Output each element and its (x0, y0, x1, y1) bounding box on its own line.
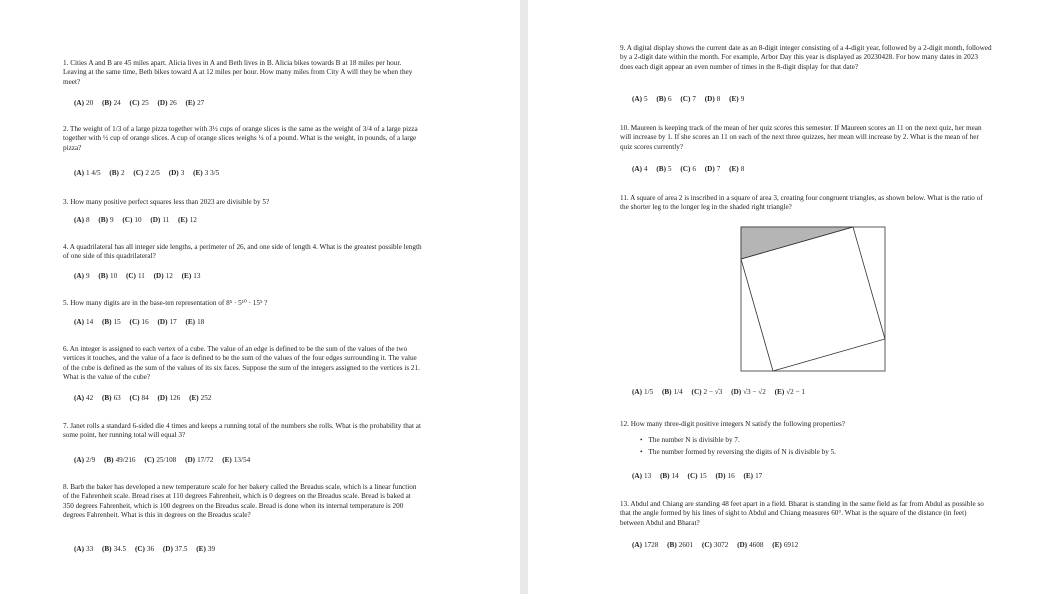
squares-figure (740, 226, 886, 372)
question-8 (63, 483, 423, 521)
question-stem: 5. How many digits are in the base-ten representation of 8⁵ · 5¹⁰ · 15⁵ ? (63, 299, 268, 307)
question-stem: 3. How many positive perfect squares less than 2023 are divisible by 5? (63, 198, 270, 206)
choice[interactable]: (E) √2 − 1 (774, 388, 805, 396)
answer-choices (74, 99, 211, 107)
question-2 (63, 125, 423, 153)
choice[interactable]: (C) 25/108 (144, 456, 177, 464)
choice[interactable]: (D) 17/72 (185, 456, 214, 464)
choice[interactable]: (B) 34.5 (101, 545, 127, 553)
choice[interactable]: (A) 1/5 (632, 388, 654, 396)
question-10 (620, 124, 992, 152)
choice[interactable]: (B) 63 (101, 394, 121, 402)
question-5 (63, 299, 423, 308)
choice[interactable]: (B) 49/216 (103, 456, 136, 464)
choice[interactable]: (C) 15 (687, 472, 707, 480)
question-3 (63, 198, 423, 207)
choice[interactable]: (B) 2601 (667, 541, 694, 549)
choice[interactable]: (A) 13 (632, 472, 652, 480)
choice[interactable]: (A) 9 (74, 272, 90, 280)
choice[interactable]: (C) 10 (122, 216, 142, 224)
choice[interactable]: (D) 126 (157, 394, 181, 402)
answer-choices (632, 541, 805, 549)
choice[interactable]: (C) 2 − √3 (691, 388, 723, 396)
choice[interactable]: (B) 24 (101, 99, 121, 107)
choice[interactable]: (A) 5 (632, 95, 648, 103)
choice[interactable]: (E) 18 (185, 318, 205, 326)
answer-choices (74, 318, 211, 326)
question-12 (620, 420, 992, 429)
answer-choices (74, 169, 226, 177)
choice[interactable]: (A) 33 (74, 545, 94, 553)
answer-choices (74, 545, 222, 553)
choice[interactable]: (D) 12 (153, 272, 173, 280)
choice[interactable]: (E) 13/54 (222, 456, 251, 464)
answer-choices (632, 165, 751, 173)
question-7 (63, 422, 423, 441)
choice[interactable]: (B) 6 (656, 95, 672, 103)
choice[interactable]: (C) 6 (680, 165, 696, 173)
choice[interactable]: (E) 17 (743, 472, 763, 480)
choice[interactable]: (B) 5 (656, 165, 672, 173)
choice[interactable]: (B) 1/4 (661, 388, 683, 396)
choice[interactable]: (C) 2 2/5 (133, 169, 160, 177)
question-stem: 13. Abdul and Chiang are standing 48 feet apart in a field. Bharat is standing in the same field as far from Abdul as possible so that the angle formed by his lines of sight to Abdul and Chiang measures 60°. What is the square of the distance (in feet) between Abdul and Bharat? (620, 500, 984, 527)
question-stem: 6. An integer is assigned to each vertex of a cube. The value of an edge is defined to be the sum of the values of the two vertices it touches, and the value of a face is defined to be the sum of the values of the four edges surrounding it. The value of the cube is defined as the sum of the values of its six faces. Suppose the sum of the integers assigned to the vertices is 21. What is the value of the cube? (63, 345, 420, 382)
choice[interactable]: (D) 16 (715, 472, 735, 480)
question-9 (620, 44, 992, 72)
list-item: • The number formed by reversing the digits of N is divisible by 5. (640, 446, 836, 458)
choice[interactable]: (B) 15 (101, 318, 121, 326)
question-stem: 11. A square of area 2 is inscribed in a square of area 3, creating four congruent triangles, as shown below. What is the ratio of the shorter leg to the longer leg in the shaded right triangle? (620, 194, 983, 212)
choice[interactable]: (B) 14 (659, 472, 679, 480)
choice[interactable]: (C) 11 (125, 272, 145, 280)
choice[interactable]: (E) 13 (181, 272, 201, 280)
choice[interactable]: (D) 37.5 (162, 545, 188, 553)
conditions-list (640, 434, 836, 458)
right-page (528, 0, 1062, 594)
choice[interactable]: (D) √3 − √2 (731, 388, 766, 396)
choice[interactable]: (A) 2/9 (74, 456, 96, 464)
answer-choices (74, 216, 204, 224)
answer-choices (632, 95, 751, 103)
choice[interactable]: (A) 1 4/5 (74, 169, 101, 177)
choice[interactable]: (E) 6912 (772, 541, 799, 549)
choice[interactable]: (A) 8 (74, 216, 90, 224)
choice[interactable]: (D) 7 (704, 165, 721, 173)
choice[interactable]: (B) 2 (109, 169, 125, 177)
question-13 (620, 500, 992, 528)
choice[interactable]: (E) 3 3/5 (193, 169, 220, 177)
question-stem: 1. Cities A and B are 45 miles apart. Alicia lives in A and Beth lives in B. Alicia bikes towards B at 18 miles per hour. Leaving at the same time, Beth bikes toward A at 12 miles per hour. How many miles from City A will they be when they meet? (63, 59, 413, 86)
choice[interactable]: (A) 1728 (632, 541, 659, 549)
question-stem: 10. Maureen is keeping track of the mean of her quiz scores this semester. If Maureen scores an 11 on the next quiz, her mean will increase by 1. If she scores an 11 on each of the next three quizzes, her mean will increase by 2. What is the mean of her quiz scores currently? (620, 124, 982, 151)
choice[interactable]: (D) 4608 (737, 541, 764, 549)
question-stem: 7. Janet rolls a standard 6-sided die 4 times and keeps a running total of the numbers she rolls. What is the probability that at some point, her running total will equal 3? (63, 422, 421, 440)
question-stem: 8. Barb the baker has developed a new temperature scale for her bakery called the Breadus scale, which is a linear function of the Fahrenheit scale. Bread rises at 110 degrees Fahrenheit, which is 0 degrees on the Breadus scale. Bread is baked at 350 degrees Fahrenheit, which is 100 degrees on the Breadus scale. Bread is done when its internal temperature is 200 degrees Fahrenheit. What is this in degrees on the Breadus scale? (63, 483, 417, 520)
answer-choices (74, 456, 257, 464)
question-stem: 4. A quadrilateral has all integer side lengths, a perimeter of 26, and one side of length 4. What is the greatest possible length of one side of this quadrilateral? (63, 243, 422, 261)
question-6 (63, 345, 423, 383)
answer-choices (632, 388, 812, 396)
answer-choices (632, 472, 769, 480)
left-page (0, 0, 520, 594)
choice[interactable]: (D) 8 (704, 95, 721, 103)
choice[interactable]: (C) 25 (129, 99, 149, 107)
answer-choices (74, 272, 207, 280)
question-11 (620, 194, 992, 213)
choice[interactable]: (C) 36 (134, 545, 155, 553)
choice[interactable]: (A) 14 (74, 318, 94, 326)
question-4 (63, 243, 423, 262)
choice[interactable]: (E) 8 (729, 165, 745, 173)
choice[interactable]: (C) 84 (129, 394, 149, 402)
choice[interactable]: (E) 12 (178, 216, 197, 224)
choice[interactable]: (D) 17 (157, 318, 177, 326)
choice[interactable]: (C) 3072 (701, 541, 729, 549)
choice[interactable]: (D) 26 (157, 99, 177, 107)
choice[interactable]: (D) 3 (168, 169, 185, 177)
list-item: • The number N is divisible by 7. (640, 434, 836, 446)
answer-choices (74, 394, 218, 402)
choice[interactable]: (B) 10 (98, 272, 118, 280)
choice[interactable]: (E) 39 (196, 545, 216, 553)
choice[interactable]: (D) 11 (150, 216, 170, 224)
question-1 (63, 59, 423, 87)
question-stem: 12. How many three-digit positive integers N satisfy the following properties? (620, 420, 845, 428)
choice[interactable]: (C) 7 (680, 95, 696, 103)
choice[interactable]: (A) 20 (74, 99, 94, 107)
question-stem: 9. A digital display shows the current date as an 8-digit integer consisting of a 4-digit year, followed by a 2-digit month, followed by a 2-digit date within the month. For example, Arbor Day this year is displayed as 20230428. For how many dates in 2023 does each digit appear an even number of times in the 8-digit display for that date? (620, 44, 992, 71)
choice[interactable]: (B) 9 (98, 216, 114, 224)
choice[interactable]: (E) 9 (729, 95, 745, 103)
choice[interactable]: (A) 4 (632, 165, 648, 173)
choice[interactable]: (E) 27 (185, 99, 205, 107)
choice[interactable]: (E) 252 (189, 394, 212, 402)
choice[interactable]: (A) 42 (74, 394, 94, 402)
choice[interactable]: (C) 16 (129, 318, 149, 326)
question-stem: 2. The weight of 1/3 of a large pizza together with 3½ cups of orange slices is the same as the weight of 3/4 of a large pizza together with ½ cup of orange slices. A cup of orange slices weighs ¼ of a pound. What is the weight, in pounds, of a large pizza? (63, 125, 418, 152)
